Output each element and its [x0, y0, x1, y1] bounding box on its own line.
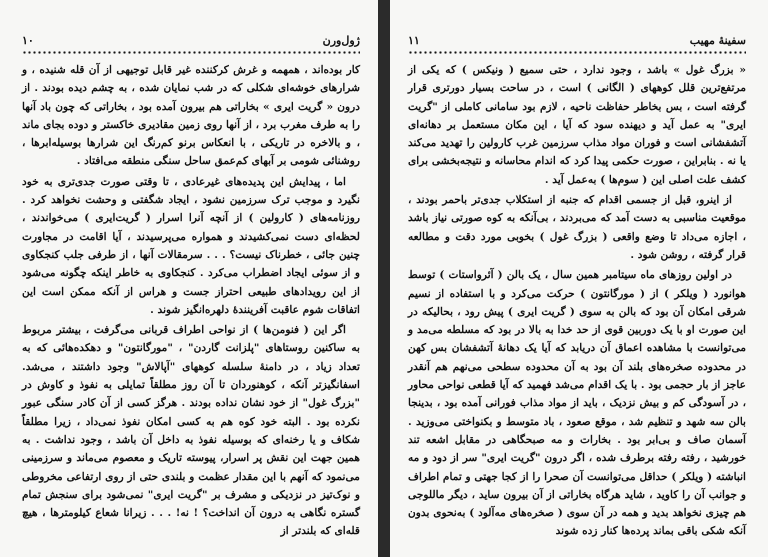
left-page: [0, 0, 378, 557]
paragraph: اما ، پیدایش این پدیده‌های غیرعادی ، تا وقتی صورت جدی‌تری به خود نگیرد و موجب ترک سرزمین نشود ، ایجاد شگفتی و وحشت نخواهد کرد . روزنامه‌های ( کارولین ) از آنچه آنرا اسرار ( گریت‌ایری ) می‌خواندند ، لحظه‌ای دست نمی‌کشیدند و همواره می‌پرسیدند ، آیا اقامت در مجاورت چنین جائی ، خطرناک نیست؟ . . . سرمقالات آنها ، از طرفی جلب کنجکاوی و از سوئی ایجاد اضطراب می‌کرد . کنجکاوی به خاطر اینکه چگونه می‌شود از این رویدادهای طبیعی احتراز جست و هراس از آنکه ممکن است این اتفاقات شوم عاقبت آفرینندهٔ دلهره‌انگیز شوند .: [22, 175, 360, 316]
running-title: ژول‌ورن: [322, 34, 360, 47]
paragraph: « بزرگ غول » باشد ، وجود ندارد ، حتی سمیع ( ونیکس ) که یکی از مرتفع‌ترین قلل کوههای ( الگانی ) است ، در ساحت بسیار دورتری قرار گرفته است ، بس بخاطر حفاظت ناحیه ، لازم بود سامانی کاملی از "گریت ایری" به عمل آید و دیهنده سود که آیا ، این مکان مستعمل بر دهانه‌ای آتشفشانی است و فوران مواد مذاب سرزمین غرب کارولین را تهدید می‌کند یا نه . بنابراین ، صورت حکمی پیدا کرد که اندام محاسانه و نتیجه‌بخشی برای کشف علت اصلی این ( سوم‌ها ) به‌عمل آید .: [408, 64, 746, 186]
dotted-rule: [22, 50, 360, 55]
book-gutter: [378, 0, 390, 557]
page-number: ۱۰: [22, 34, 34, 47]
dotted-rule: [408, 50, 746, 55]
right-page: [390, 0, 768, 557]
paragraph: کار بوده‌اند ، همهمه و غرش کرکننده غیر قابل توجیهی از آن قله شنیده ، و شرارهای خوشه‌ای شکلی که در شب نمایان شده ، به چشم دیده بودند . از درون « گریت ایری » بخاراتی هم بیرون آمده بود ، بخاراتی که چون باد آنها را به طرف مغرب برد ، از آنها روی زمین مقادیری خاکستر و دوده بجای ماند ، و بالاخره در تاریکی ، با انعکاس برنو کم‌رنگ این شرارها بوسیله‌ابرها ، روشنائی شومی بر آبهای کم‌عمق ساحل سنگی منطقه می‌افتاد .: [22, 64, 360, 168]
paragraph: اگر این ( فنومن‌ها ) از نواحی اطراف قربانی می‌گرفت ، بیشتر مربوط به ساکنین روستاهای "پلزانت گاردن" ، "مورگانتون" و دهکده‌هائی که به تعداد زیاد ، در دامنهٔ سلسله کوههای "آپالاش" وجود داشتند ، می‌شد. اسفانگیزتر آنکه ، کوهنوردان تا آن روز مطلقاً تمایلی به نفوذ و کاوش در "بزرگ غول" از خود نشان نداده بودند . هرگز کسی از آن کادر سنگی عبور نکرده بود . البته خود کوه هم به کسی امکان نفوذ نمی‌داد ، زیرا مطلقاً شکاف و یا رخنه‌ای که بوسیله نفوذ به داخل آن باشد ، وجود نداشت . به همین جهت این نقش پر اسرار، پیوسته تاریک و معصوم می‌ماند و سرزمینی می‌نمود که آنهم با این مقدار عظمت و بلندی حتی از روی ارتفاعی مخروطی و نوک‌تیز در نزدیکی و مشرف بر "گریت ایری" نمی‌شود برای سنجش تمام گستره نگاهی به درون آن انداخت؟ ! نه! . . . زیرانا شعاع کیلومترها ، هیچ قله‌ای که بلندتر از: [22, 324, 360, 538]
page-header: [408, 34, 746, 48]
page-body: [408, 61, 746, 541]
page-number: ۱۱: [408, 34, 420, 47]
paragraph: در اولین روزهای ماه سیتامبر همین سال ، یک بالن ( آئرواستات ) توسط هوانورد ( ویلکر ) از ( مورگانتون ) حرکت می‌کرد و با استفاده از نسیم شرقی امکان آن بود که بالن به سوی ( گریت ایری ) پیش رود ، بحالیکه در این صورت او با یک دوربین قوی از حد خدا به بالا در بود که مسلطه می‌مد و می‌توانست با مشاهده اعماق آن دریابد که آیا یک دهانهٔ آتشفشان بس کهن در محدوده صخره‌های بلند آن بود به آن محدوده سطحی می‌نهم هم آنقدر عاجز از بار حجمی بود . با یک اقدام می‌شد فهمید که آیا قطعی نواحی محاور ، در آسودگی کم و بیش نزدیک ، باید از مواد مذاب فورانی آمده بود ، بدینجا بالن سه شهد و تنظیم شد ، موقع صعود ، باد متوسط و بکنواختی می‌وزید . آسمان صاف و بی‌ابر بود . بخارات و مه صبحگاهی در مقابل اشعه تند خورشید ، رفته رفته برطرف شده ، اگر درون "گریت ایری" سر از دود و مه انباشته ( ویلکر ) حداقل می‌توانست آن صحرا را از کجا جهتی و تمام اطراف و جوانب آن را کاوید ، شاید هرگاه بخاراتی از آن بیرون ساید ، دیگر ماللوجی هم چیزی نخواهد بدید و همه در آن سوی ( صخره‌های مه‌آلود ) به‌نحوی بدون آنکه شکی باقی بماند پرده‌ها کنار زده شوند: [408, 269, 746, 538]
paragraph: از اینرو، قبل از جسمی اقدام که جنبه از استکلاب جدی‌تر باحمر بودند ، موقعیت مناسبی به دست آمد که می‌بردند ، بی‌آنکه به کوه صورتی نیاز باشد ، اجازه می‌داد تا وضع واقعی ( بزرگ غول ) بخوبی مورد دقت و مطالعه قرار گرفته ، روشن شود .: [408, 194, 746, 261]
running-title: سفینهٔ مهیب: [689, 34, 746, 47]
page-header: [22, 34, 360, 48]
page-body: [22, 61, 360, 541]
